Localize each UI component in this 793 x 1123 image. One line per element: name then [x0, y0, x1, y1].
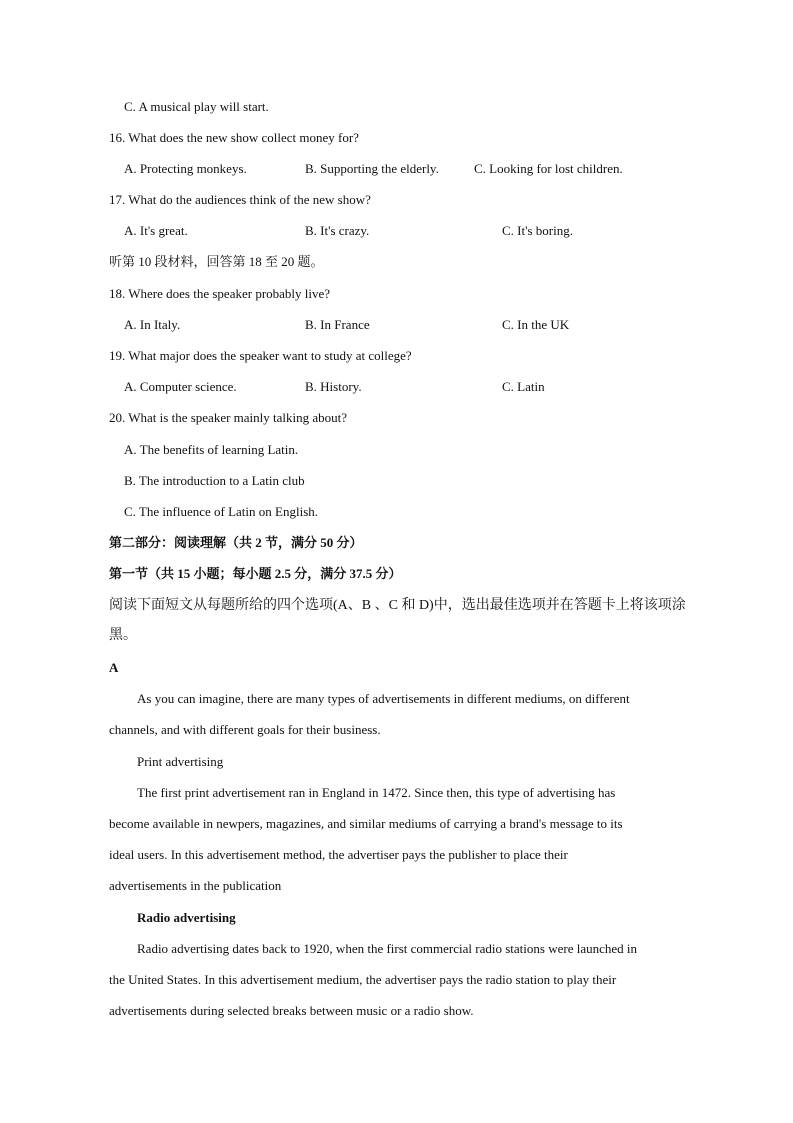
q20-question: 20. What is the speaker mainly talking about?	[109, 410, 348, 425]
q20-option-c: C. The influence of Latin on English.	[124, 504, 318, 519]
q20-option-b: B. The introduction to a Latin club	[124, 473, 305, 488]
q15-option-c: C. A musical play will start.	[124, 99, 269, 114]
q19-option-b: B. History.	[305, 379, 362, 394]
q18-question: 18. Where does the speaker probably live?	[109, 286, 331, 301]
q17-question: 17. What do the audiences think of the new show?	[109, 192, 371, 207]
print-body-line2: become available in newpers, magazines, and similar mediums of carrying a brand's message to its	[109, 816, 623, 831]
print-body-line1: The first print advertisement ran in England in 1472. Since then, this type of advertising has	[137, 785, 616, 800]
q17-option-b: B. It's crazy.	[305, 223, 370, 238]
q17-option-a: A. It's great.	[124, 223, 188, 238]
q19-option-c: C. Latin	[502, 379, 545, 394]
radio-advertising-heading: Radio advertising	[137, 910, 236, 925]
radio-body-line3: advertisements during selected breaks between music or a radio show.	[109, 1003, 474, 1018]
print-body-line3: ideal users. In this advertisement method, the advertiser pays the publisher to place their	[109, 847, 568, 862]
passage-label: A	[109, 660, 119, 675]
q16-question: 16. What does the new show collect money for?	[109, 130, 359, 145]
print-body-line4: advertisements in the publication	[109, 878, 282, 893]
q19-question: 19. What major does the speaker want to study at college?	[109, 348, 412, 363]
q18-option-a: A. In Italy.	[124, 317, 181, 332]
q17-option-c: C. It's boring.	[502, 223, 573, 238]
radio-body-line2: the United States. In this advertisement medium, the advertiser pays the radio station to play their	[109, 972, 617, 987]
q19-option-a: A. Computer science.	[124, 379, 237, 394]
part2-title: 第二部分：阅读理解（共 2 节，满分 50 分）	[109, 535, 363, 550]
q18-option-c: C. In the UK	[502, 317, 570, 332]
reading-instruction-line2: 黑。	[109, 628, 137, 643]
q16-option-b: B. Supporting the elderly.	[305, 161, 439, 176]
reading-instruction-line1: 阅读下面短文从每题所给的四个选项(A、B 、C 和 D)中，选出最佳选项并在答题卡上将该项涂	[109, 598, 686, 613]
print-advertising-heading: Print advertising	[137, 754, 224, 769]
q20-option-a: A. The benefits of learning Latin.	[124, 442, 299, 457]
passage-intro-line2: channels, and with different goals for their business.	[109, 722, 381, 737]
q16-option-a: A. Protecting monkeys.	[124, 161, 247, 176]
passage-intro-line1: As you can imagine, there are many types of advertisements in different mediums, on different	[137, 691, 630, 706]
q18-option-b: B. In France	[305, 317, 370, 332]
radio-body-line1: Radio advertising dates back to 1920, when the first commercial radio stations were launched in	[137, 941, 637, 956]
section10-instruction: 听第 10 段材料，回答第 18 至 20 题。	[109, 254, 324, 269]
section1-title: 第一节（共 15 小题；每小题 2.5 分，满分 37.5 分）	[109, 566, 402, 581]
q16-option-c: C. Looking for lost children.	[474, 161, 623, 176]
